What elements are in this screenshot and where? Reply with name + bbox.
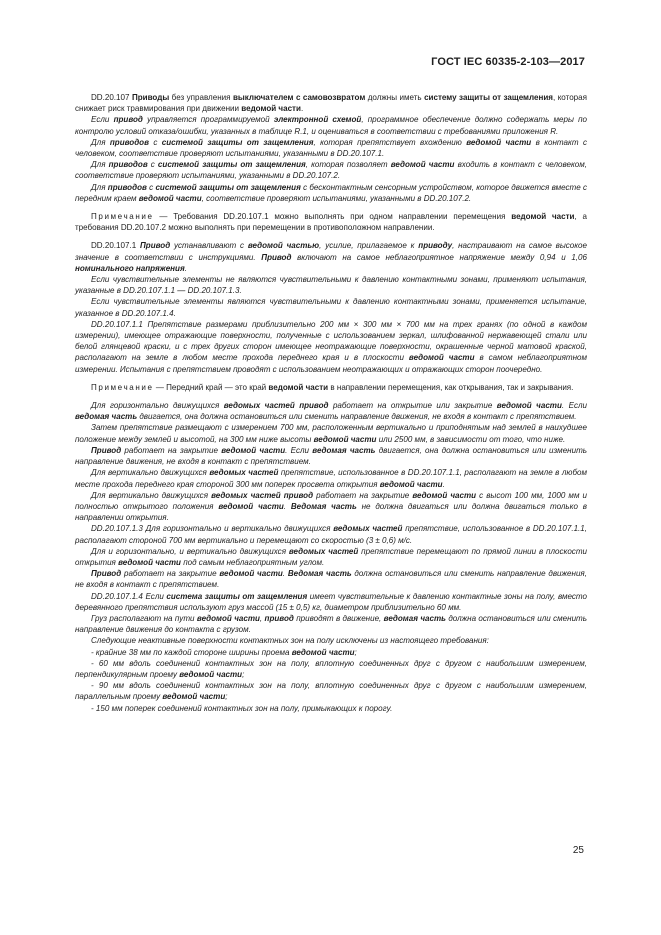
term-span: ведомых частей	[209, 468, 279, 478]
term-span: Привод	[91, 569, 122, 579]
text-span: ;	[242, 669, 245, 679]
text-span: имеет чувствительные к давлению контактные зоны на полу, вместо деревянного препятствия используют груз массой (15 ± 0,5) кг, диаметром приблизительно 60 мм.	[75, 591, 587, 612]
term-span: ведомой части	[179, 669, 243, 679]
term-span: системой защиты от защемления	[161, 137, 314, 147]
text-span: ;	[354, 647, 357, 657]
paragraph-dd20-107	[75, 92, 587, 114]
text-span: с высот 100 мм, 1000 мм и полностью открытого положения	[75, 490, 588, 511]
term-span: ведомой части	[291, 647, 355, 657]
text-span: двигается, она должна остановиться или сменить направление движения, не входя в контакт с препятствием.	[137, 412, 577, 422]
list-item	[75, 680, 587, 702]
text-span: .	[283, 501, 291, 511]
paragraph-dd20-107-1-3	[75, 523, 587, 545]
term-span: ведомой части	[390, 160, 455, 170]
text-span: , соответствие проверяют испытаниями, указанными в DD.20.107.2.	[201, 193, 472, 203]
term-span: ведомой части	[379, 479, 443, 489]
term-span: ведомой части	[412, 490, 477, 500]
text-span: Если чувствительные элементы не являются чувствительными к давлению контактными зонами, применяют испытания, указанные в DD.20.107.1.1 — DD.20.107.1.3.	[75, 275, 587, 296]
text-span: в контакт с человеком, соответствие проверяют испытаниями, указанными в DD.20.107.1.	[75, 137, 587, 159]
term-span: ведомых частей	[288, 546, 359, 556]
paragraph-close-2	[75, 568, 587, 590]
text-span: работает на открытие или закрытие	[328, 401, 497, 411]
paragraph-close	[75, 445, 587, 467]
page-number: 25	[572, 845, 584, 856]
term-span: ведомой части	[138, 193, 202, 203]
paragraph-dd20-107-1-1	[75, 319, 587, 375]
term-span: Приводы	[131, 93, 170, 102]
paragraph-vertical-2	[75, 490, 587, 524]
note-1	[75, 211, 587, 233]
term-span: привод	[113, 115, 143, 125]
term-span: ведомая часть	[312, 445, 376, 455]
text-span: — Требования DD.20.107.1 можно выполнять при одном направлении перемещения	[153, 212, 512, 222]
text-span: DD.20.107.1	[91, 241, 140, 251]
text-span: включают на самое неблагоприятное напряжение между 0,94 и 1,06	[291, 252, 587, 262]
term-span: система защиты от защемления	[166, 591, 308, 601]
text-span: ;	[225, 692, 228, 702]
paragraph-sensors-2	[75, 296, 587, 318]
text-span: с бесконтактным сенсорным устройством, которое движется вместе с передним краем	[75, 182, 587, 203]
text-span: .	[442, 479, 445, 489]
text-span: без управления	[169, 93, 233, 102]
term-span: ведомой части	[162, 692, 226, 702]
term-span: приводов	[108, 160, 148, 170]
text-span: , которая препятствует вхождению	[313, 137, 467, 147]
paragraph-dd20-107-1-4	[75, 591, 587, 613]
document-body	[75, 92, 587, 714]
note-label: Примечание	[91, 212, 154, 222]
text-span: , усилие, прилагаемое к	[319, 241, 419, 251]
term-span: Привод	[261, 252, 292, 262]
list-item	[75, 703, 587, 714]
text-span: . Если	[285, 445, 313, 455]
text-span: Для горизонтально движущихся	[91, 401, 224, 411]
text-span: DD.20.107.1.3 Для горизонтально и вертикально движущихся	[91, 524, 334, 534]
term-span: приводу	[418, 241, 453, 251]
text-span: Для вертикально движущихся	[91, 468, 210, 478]
text-span: Если	[91, 115, 114, 125]
term-span: ведомой части	[221, 445, 286, 455]
note-2	[75, 382, 587, 393]
text-span: не должна двигаться или должна двигаться только в направлении открытия.	[75, 501, 587, 523]
text-span: Затем препятствие размещают с измерением 700 мм, расположенным вертикально и приподнятым над землей в наихудшее положение между землей и высотой, на 300 мм ниже высоты	[75, 423, 587, 444]
text-span: DD.20.107.1.1 Препятствие размерами приблизительно 200 мм × 300 мм × 700 мм на трех гранях (по одной в каждом измерении), имеющее отражающие поверхности, полученные с использованием зеркал, шлифованной нержавеющей стали или белой глянцевой краски, и с трех других сторон имеющее неотражающие поверхности, окрашенные черной матовой краской, располагают на земле в любом месте прохода переднего края и в плоскости	[75, 319, 587, 363]
term-span: ведомой части	[219, 569, 283, 579]
text-span: Для	[91, 137, 110, 147]
list-item	[75, 658, 587, 680]
text-span: Для и горизонтально, и вертикально движущихся	[91, 546, 289, 556]
term-span: Ведомая часть	[290, 501, 357, 511]
paragraph-dd20-107-1	[75, 240, 587, 274]
text-span: препятствие, использованное в DD.20.107.1.1, располагают стороной 700 мм вертикально и перемещают со скоростью (3 ± 0,6) м/с.	[75, 524, 587, 545]
text-span: двигается, она должна остановиться или изменить направление движения, не входя в контакт с препятствием.	[75, 445, 588, 467]
text-span: , программное обеспечение должно содержать меры по контролю условий отказа/ошибки, указанных в таблице R.1, и оцениваться в соответствии с требованиями приложения R.	[75, 115, 587, 136]
paragraph-horizontal	[75, 400, 587, 422]
text-span: или 2500 мм, в зависимости от того, что ниже.	[376, 434, 566, 444]
text-span: . Если	[561, 401, 587, 411]
term-span: системой защиты от защемления	[157, 160, 306, 170]
term-span: ведомой частью	[247, 241, 320, 251]
term-span: ведомой части	[118, 557, 181, 567]
paragraph-compliance-1	[75, 137, 587, 159]
text-span: , настраивают на самое высокое значение в соответствии с инструкциями.	[75, 241, 588, 262]
text-span: , которая снижает риск травмирования при движении	[75, 93, 587, 114]
text-span: в направлении перемещения, как открывания, так и закрывания.	[328, 382, 574, 392]
text-span: — Передний край — это край	[153, 382, 269, 392]
document-header: ГОСТ IEC 60335-2-103—2017	[431, 56, 585, 68]
term-span: ведомой части	[496, 401, 562, 411]
paragraph-compliance-3	[75, 182, 587, 204]
term-span: ведомой части	[466, 137, 532, 147]
text-span: ,	[259, 613, 265, 623]
term-span: ведомой части	[268, 382, 329, 392]
text-span: работает на закрытие	[313, 490, 413, 500]
text-span: .	[184, 263, 187, 273]
text-span: , а требования DD.20.107.2 можно выполнять при перемещении в противоположном направлении.	[75, 212, 587, 233]
text-span: устанавливают с	[170, 241, 248, 251]
text-span: входить в контакт с человеком, соответствие проверяют испытаниями, указанными в DD.20.107.2.	[75, 160, 587, 181]
term-span: ведомой части	[511, 212, 575, 222]
list-item	[75, 647, 587, 658]
text-span: управляется программируемой	[142, 115, 274, 125]
term-span: электронной схемой	[273, 115, 362, 125]
text-span: - 150 мм поперек соединений контактных зон на полу, примыкающих к порогу.	[91, 703, 393, 713]
term-span: ведомых частей привод	[223, 401, 329, 411]
text-span: DD.20.107	[91, 93, 132, 102]
text-span: с	[147, 160, 158, 170]
term-span: выключателем с самовозвратом	[232, 93, 366, 102]
text-span: должны иметь	[365, 93, 425, 102]
term-span: привод	[264, 613, 294, 623]
paragraph-obstacle-raised	[75, 422, 587, 444]
term-span: систему защиты от защемления	[424, 93, 553, 102]
term-span: ведомой части	[313, 434, 377, 444]
text-span: Груз располагают на пути	[91, 613, 197, 623]
text-span: - 60 мм вдоль соединений контактных зон на полу, вплотную соединенных друг с другом с наибольшим измерением, перпендикулярным проему	[75, 658, 587, 679]
term-span: Привод	[140, 241, 171, 251]
text-span: под самым неблагоприятным углом.	[180, 557, 325, 567]
text-span: - крайние 38 мм по каждой стороне ширины проема	[91, 647, 292, 657]
text-span: должна остановиться или сменить направление движения, не входя в контакт с препятствием.	[75, 569, 587, 590]
paragraph-vertical-1	[75, 467, 587, 489]
text-span: должна остановиться или сменить направление движения до контакта с грузом.	[75, 613, 587, 635]
term-span: приводов	[107, 182, 147, 192]
text-span: Для вертикально движущихся	[91, 490, 212, 500]
text-span: с	[146, 182, 156, 192]
text-span: приводят в движение,	[293, 613, 384, 623]
text-span: Для	[91, 182, 108, 192]
text-span: работает на закрытие	[121, 445, 222, 455]
term-span: Привод	[91, 445, 122, 455]
term-span: ведомой части	[241, 104, 301, 114]
text-span: в самом неблагоприятном измерении. Испытания с препятствием проводят с использованием неотражающих и отражающих сторон поочередно.	[75, 353, 588, 374]
text-span: Если чувствительные элементы являются чувствительными к давлению контактными зонами, применяется испытание, указанное в DD.20.107.1.4.	[75, 297, 587, 318]
term-span: приводов	[109, 137, 149, 147]
paragraph-compliance-2	[75, 159, 587, 181]
paragraph-weight	[75, 613, 587, 635]
term-span: ведомая часть	[383, 613, 446, 623]
text-span: - 90 мм вдоль соединений контактных зон на полу, вплотную соединенных друг с другом с наибольшим измерением, параллельным проему	[75, 681, 587, 702]
term-span: ведомой части	[196, 613, 260, 623]
term-span: номинального напряжения	[75, 263, 185, 273]
text-span: препятствие перемещают по прямой линии в плоскости открытия	[75, 546, 587, 567]
paragraph-software	[75, 114, 587, 136]
note-label: Примечание	[91, 382, 154, 392]
term-span: ведомой части	[408, 353, 475, 363]
text-span: с	[148, 137, 162, 147]
term-span: ведомая часть	[75, 412, 138, 422]
text-span: .	[282, 569, 288, 579]
text-span: Следующие неактивные поверхности контактных зон на полу исключены из настоящего требования:	[91, 636, 489, 646]
paragraph-exclusions	[75, 635, 587, 646]
paragraph-sensors-1	[75, 274, 587, 296]
text-span: DD.20.107.1.4 Если	[91, 591, 167, 601]
term-span: Ведомая часть	[287, 569, 352, 579]
term-span: ведомых частей	[333, 524, 403, 534]
term-span: ведомых частей привод	[211, 490, 314, 500]
text-span: , которая позволяет	[305, 160, 391, 170]
text-span: препятствие, использованное в DD.20.107.1.1, располагают на земле в любом месте прохода переднего края стороной 300 мм поперек просвета открытия	[75, 468, 587, 489]
term-span: ведомой части	[218, 501, 284, 511]
text-span: Для	[91, 160, 109, 170]
paragraph-both-directions	[75, 546, 587, 568]
term-span: системой защиты от защемления	[155, 182, 301, 192]
text-span: работает на закрытие	[121, 569, 220, 579]
text-span: .	[300, 104, 304, 114]
